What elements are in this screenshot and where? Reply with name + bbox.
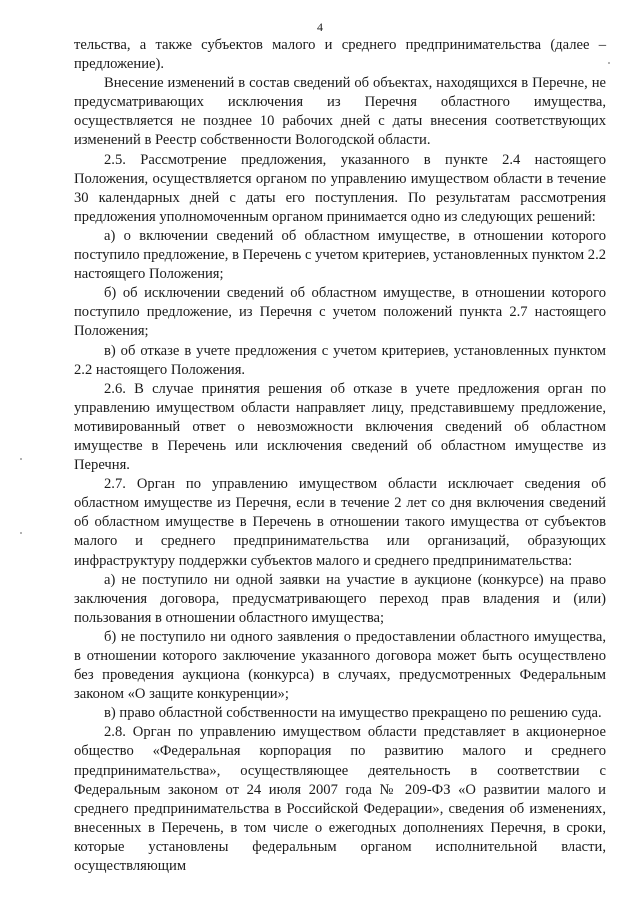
- paragraph-changes-to-list: Внесение изменений в состав сведений об объектах, находящихся в Перечне, не предусматривающих исключения из Перечня областного имущества, осуществляется не позднее 10 рабочих дней с даты внесения соответствующих изменений в Реестр собственности Вологодской области.: [74, 75, 606, 149]
- paragraph-2-5-a: а) о включении сведений об областном имуществе, в отношении которого поступило предложение, в Перечень с учетом критериев, установленных пунктом 2.2 настоящего Положения;: [74, 227, 607, 283]
- paragraph-2-5-b: б) об исключении сведений об областном имуществе, в отношении которого поступило предложение, из Перечня с учетом положений пункта 2.7 настоящего Положения;: [74, 285, 606, 340]
- paragraph-2-7-a: а) не поступило ни одной заявки на участие в аукционе (конкурсе) на право заключения договора, предусматривающего переход прав владения и (или) пользования в отношении областного имущества;: [74, 571, 606, 626]
- page-number: 4: [317, 20, 323, 34]
- paragraph-2-7: 2.7. Орган по управлению имуществом области исключает сведения об областном имуществе из Перечня, если в течение 2 лет со дня включения сведений об областном имуществе в Перечень в отношении такого имущества от субъектов малого и среднего предпринимательства или организаций, образующих инфраструктуру поддержки субъектов малого и среднего предпринимательства:: [74, 476, 606, 569]
- paragraph-2-8: 2.8. Орган по управлению имуществом области представляет в акционерное общество «Федеральная корпорация по развитию малого и среднего предпринимательства», осуществляющее деятельность в соответствии с Федеральным законом от 24 июля 2007 года № 209-ФЗ «О развитии малого и среднего предпринимательства в Российской Федерации», сведения об изменениях, внесенных в Перечень, в том числе о ежегодных дополнениях Перечня, в сроки, которые установлены федеральным органом исполнительной власти, осуществляющим: [74, 724, 606, 875]
- paragraph-continuation: тельства, а также субъектов малого и среднего предпринимательства (далее – предложение).: [74, 37, 606, 73]
- paragraph-2-7-c: в) право областной собственности на имущество прекращено по решению суда.: [104, 705, 602, 722]
- paragraph-2-5: 2.5. Рассмотрение предложения, указанного в пункте 2.4 настоящего Положения, осуществляется органом по управлению имуществом области в течение 30 календарных дней с даты его поступления. По результатам рассмотрения предложения уполномоченным органом принимается одно из следующих решений:: [74, 151, 606, 225]
- paragraph-2-7-b: б) не поступило ни одного заявления о предоставлении областного имущества, в отношении которого заключение указанного договора может быть осуществлено без проведения аукциона (конкурса) в случаях, предусмотренных Федеральным законом «О защите конкуренции»;: [74, 628, 606, 703]
- scan-speck: [608, 62, 610, 64]
- document-body: [74, 36, 606, 876]
- paragraph-2-5-c: в) об отказе в учете предложения с учетом критериев, установленных пунктом 2.2 настоящего Положения.: [74, 342, 606, 378]
- scan-speck: [20, 458, 22, 460]
- paragraph-2-6: 2.6. В случае принятия решения об отказе в учете предложения орган по управлению имуществом области направляет лицу, представившему предложение, мотивированный ответ о невозможности включения сведений об областном имуществе в Перечень или исключения сведений об областном имуществе из Перечня.: [74, 380, 606, 474]
- scan-speck: [20, 532, 22, 534]
